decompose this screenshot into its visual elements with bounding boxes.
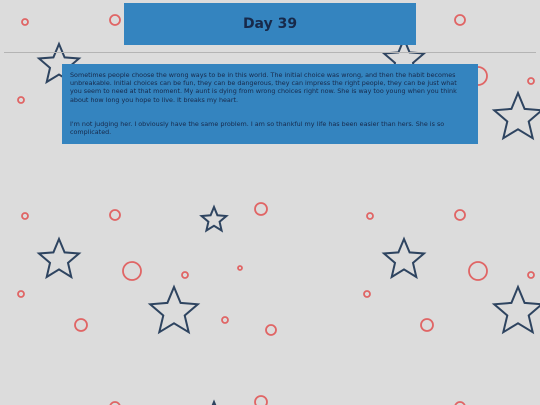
circle-icon	[22, 19, 28, 25]
star-icon	[202, 207, 227, 231]
circle-icon	[266, 325, 276, 335]
circle-icon	[222, 317, 228, 323]
circle-icon	[528, 272, 534, 278]
circle-icon	[367, 213, 373, 219]
entry-text-box	[62, 64, 478, 144]
divider	[4, 52, 536, 53]
circle-icon	[528, 78, 534, 84]
circle-icon	[255, 396, 267, 405]
star-icon	[494, 287, 540, 332]
circle-icon	[455, 210, 465, 220]
entry-paragraph-1: Sometimes people choose the wrong ways to be in this world. The initial choice was wrong, and then the habit becomes unbreakable. Initial choices can be fun, they can be dangerous, they can impress the right people, they can be just what you seem to need at that moment. My aunt is dying from wrong choices right now. She is way too young when you think about how long you hope to live. It breaks my heart.	[70, 71, 457, 104]
circle-icon	[18, 291, 24, 297]
star-icon	[39, 239, 79, 277]
star-icon	[384, 239, 424, 277]
circle-icon	[255, 203, 267, 215]
circle-icon	[182, 272, 188, 278]
circle-icon	[22, 213, 28, 219]
star-icon	[150, 287, 198, 332]
circle-icon	[123, 262, 141, 280]
circle-icon	[238, 266, 242, 270]
circle-icon	[110, 210, 120, 220]
page-title: Day 39	[242, 16, 298, 32]
circle-icon	[421, 319, 433, 331]
circle-icon	[455, 15, 465, 25]
circle-icon	[18, 97, 24, 103]
entry-paragraph-2: I'm not judging her. I obviously have the same problem. I am so thankful my life has been easier than hers. She is so complicated.	[70, 119, 445, 137]
circle-icon	[110, 15, 120, 25]
circle-icon	[75, 319, 87, 331]
circle-icon	[364, 291, 370, 297]
star-icon	[494, 93, 540, 138]
title-bar	[124, 3, 416, 45]
circle-icon	[469, 262, 487, 280]
